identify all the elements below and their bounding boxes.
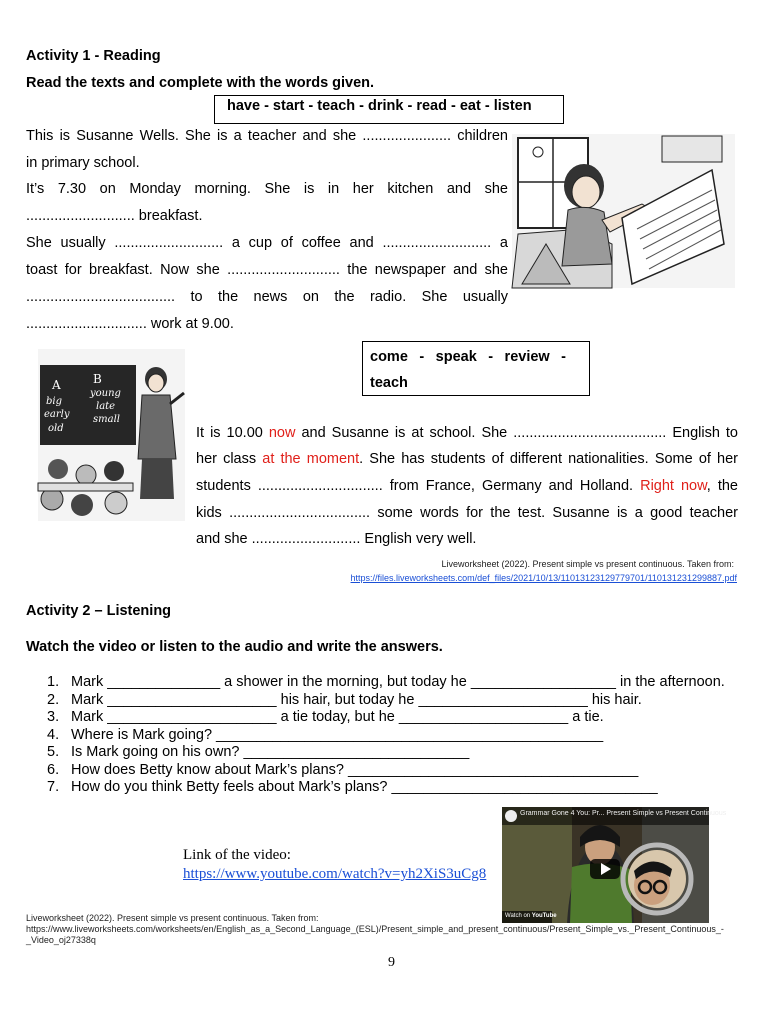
text-line bbox=[196, 451, 738, 467]
youtube-logo-icon: YouTube bbox=[531, 913, 557, 919]
activity2-citation: Liveworksheet (2022). Present simple vs present continuous. Taken from: bbox=[26, 913, 319, 923]
highlight-time-expression: Right now bbox=[640, 478, 707, 494]
activity2-heading: Activity 2 – Listening bbox=[26, 603, 172, 619]
activity2-instruction: Watch the video or listen to the audio and write the answers. bbox=[26, 639, 443, 655]
question-text: Is Mark going on his own? ____________________________ bbox=[71, 744, 470, 760]
question-item bbox=[47, 761, 725, 780]
word-box-2 bbox=[362, 341, 590, 396]
question-item bbox=[47, 726, 725, 745]
text-line: This is Susanne Wells. She is a teacher and she ...................... children bbox=[26, 128, 508, 144]
classroom-blackboard-illustration bbox=[38, 349, 185, 521]
text-segment: It is 10.00 bbox=[196, 425, 269, 441]
board-word: old bbox=[48, 423, 64, 434]
watch-on-youtube[interactable] bbox=[505, 913, 557, 919]
question-text: How does Betty know about Mark’s plans? ____________________________________ bbox=[71, 761, 639, 778]
text-segment: her class bbox=[196, 451, 263, 467]
question-text: How do you think Betty feels about Mark’s plans? _________________________________ bbox=[71, 779, 658, 795]
board-word: young bbox=[90, 388, 121, 399]
board-word: small bbox=[93, 414, 120, 425]
text-line bbox=[196, 425, 738, 441]
question-text: Mark _____________________ a tie today, but he _____________________ a tie. bbox=[71, 709, 604, 725]
question-item bbox=[47, 779, 725, 797]
highlight-time-expression: now bbox=[268, 425, 296, 441]
text-segment: and Susanne is at school. She ...................................... English to bbox=[295, 425, 738, 441]
question-number: 7. bbox=[47, 779, 60, 795]
text-line: .............................. work at 9.00. bbox=[26, 316, 234, 332]
question-number: 5. bbox=[47, 744, 60, 760]
text-line: ..................................... to the news on the radio. She usually bbox=[26, 289, 508, 305]
text-line: and she ........................... English very well. bbox=[196, 531, 477, 547]
question-number: 4. bbox=[47, 726, 60, 743]
activity2-citation-url-cont: _Video_oj27338q bbox=[26, 935, 96, 945]
text-segment: , the bbox=[706, 478, 738, 494]
text-line: ........................... breakfast. bbox=[26, 208, 203, 224]
text-line: in primary school. bbox=[26, 155, 140, 171]
question-item bbox=[47, 691, 725, 710]
word-box-2-line: teach bbox=[370, 375, 408, 391]
text-line bbox=[196, 478, 738, 494]
text-segment: students ............................... from France, Germany and Holland. bbox=[196, 478, 641, 494]
activity2-citation-url: https://www.liveworksheets.com/worksheets/en/English_as_a_Second_Language_(ESL)/Present_simple_and_present_continuous/Present_Simple_vs._Present_Continuous_- bbox=[26, 924, 724, 934]
word-box-2-line: come - speak - review - bbox=[370, 349, 566, 365]
board-col-b: B bbox=[93, 372, 102, 386]
text-segment: . She has students of different nationalities. Some of her bbox=[359, 451, 738, 467]
board-word: early bbox=[44, 409, 70, 420]
board-word: late bbox=[96, 401, 116, 412]
question-text: Mark ______________ a shower in the morning, but today he __________________ in the afternoon. bbox=[71, 674, 725, 690]
question-item bbox=[47, 709, 725, 727]
word-box-1: have - start - teach - drink - read - eat - listen bbox=[214, 95, 564, 124]
text-line: She usually ........................... a cup of coffee and ........................... a bbox=[26, 235, 508, 251]
woman-reading-newspaper-illustration bbox=[512, 134, 735, 288]
page-number: 9 bbox=[388, 955, 395, 970]
text-line: kids ................................... some words for the test. Susanne is a good teacher bbox=[196, 505, 738, 521]
question-number: 6. bbox=[47, 761, 60, 778]
text-line: It’s 7.30 on Monday morning. She is in her kitchen and she bbox=[26, 181, 508, 197]
question-list bbox=[47, 674, 725, 797]
question-text: Mark _____________________ his hair, but today he _____________________ his hair. bbox=[71, 691, 642, 708]
activity1-instruction: Read the texts and complete with the words given. bbox=[26, 75, 375, 91]
board-col-a: A bbox=[52, 378, 61, 392]
question-number: 3. bbox=[47, 709, 60, 725]
watch-on-label: Watch on bbox=[505, 913, 531, 919]
board-word: big bbox=[46, 396, 63, 407]
question-number: 1. bbox=[47, 674, 60, 690]
video-thumbnail[interactable] bbox=[502, 807, 727, 923]
video-title: Grammar Gone 4 You: Pr... Present Simple vs Present Continuous bbox=[520, 810, 727, 817]
text-line: toast for breakfast. Now she ............................ the newspaper and she bbox=[26, 262, 508, 278]
activity1-citation-link[interactable]: https://files.liveworksheets.com/def_files/2021/10/13/1101312312977970​1/110131231299887.pdf bbox=[350, 573, 737, 583]
video-link-label: Link of the video: bbox=[183, 847, 291, 863]
video-link[interactable]: https://www.youtube.com/watch?v=yh2XiS3uCg8 bbox=[183, 866, 487, 882]
highlight-time-expression: at the moment bbox=[262, 451, 360, 467]
activity1-citation: Liveworksheet (2022). Present simple vs present continuous. Taken from: bbox=[441, 559, 734, 569]
question-item bbox=[47, 744, 725, 762]
activity1-heading: Activity 1 - Reading bbox=[26, 48, 161, 64]
question-item bbox=[47, 674, 725, 692]
question-text: Where is Mark going? ________________________________________________ bbox=[71, 726, 604, 743]
question-number: 2. bbox=[47, 691, 60, 708]
